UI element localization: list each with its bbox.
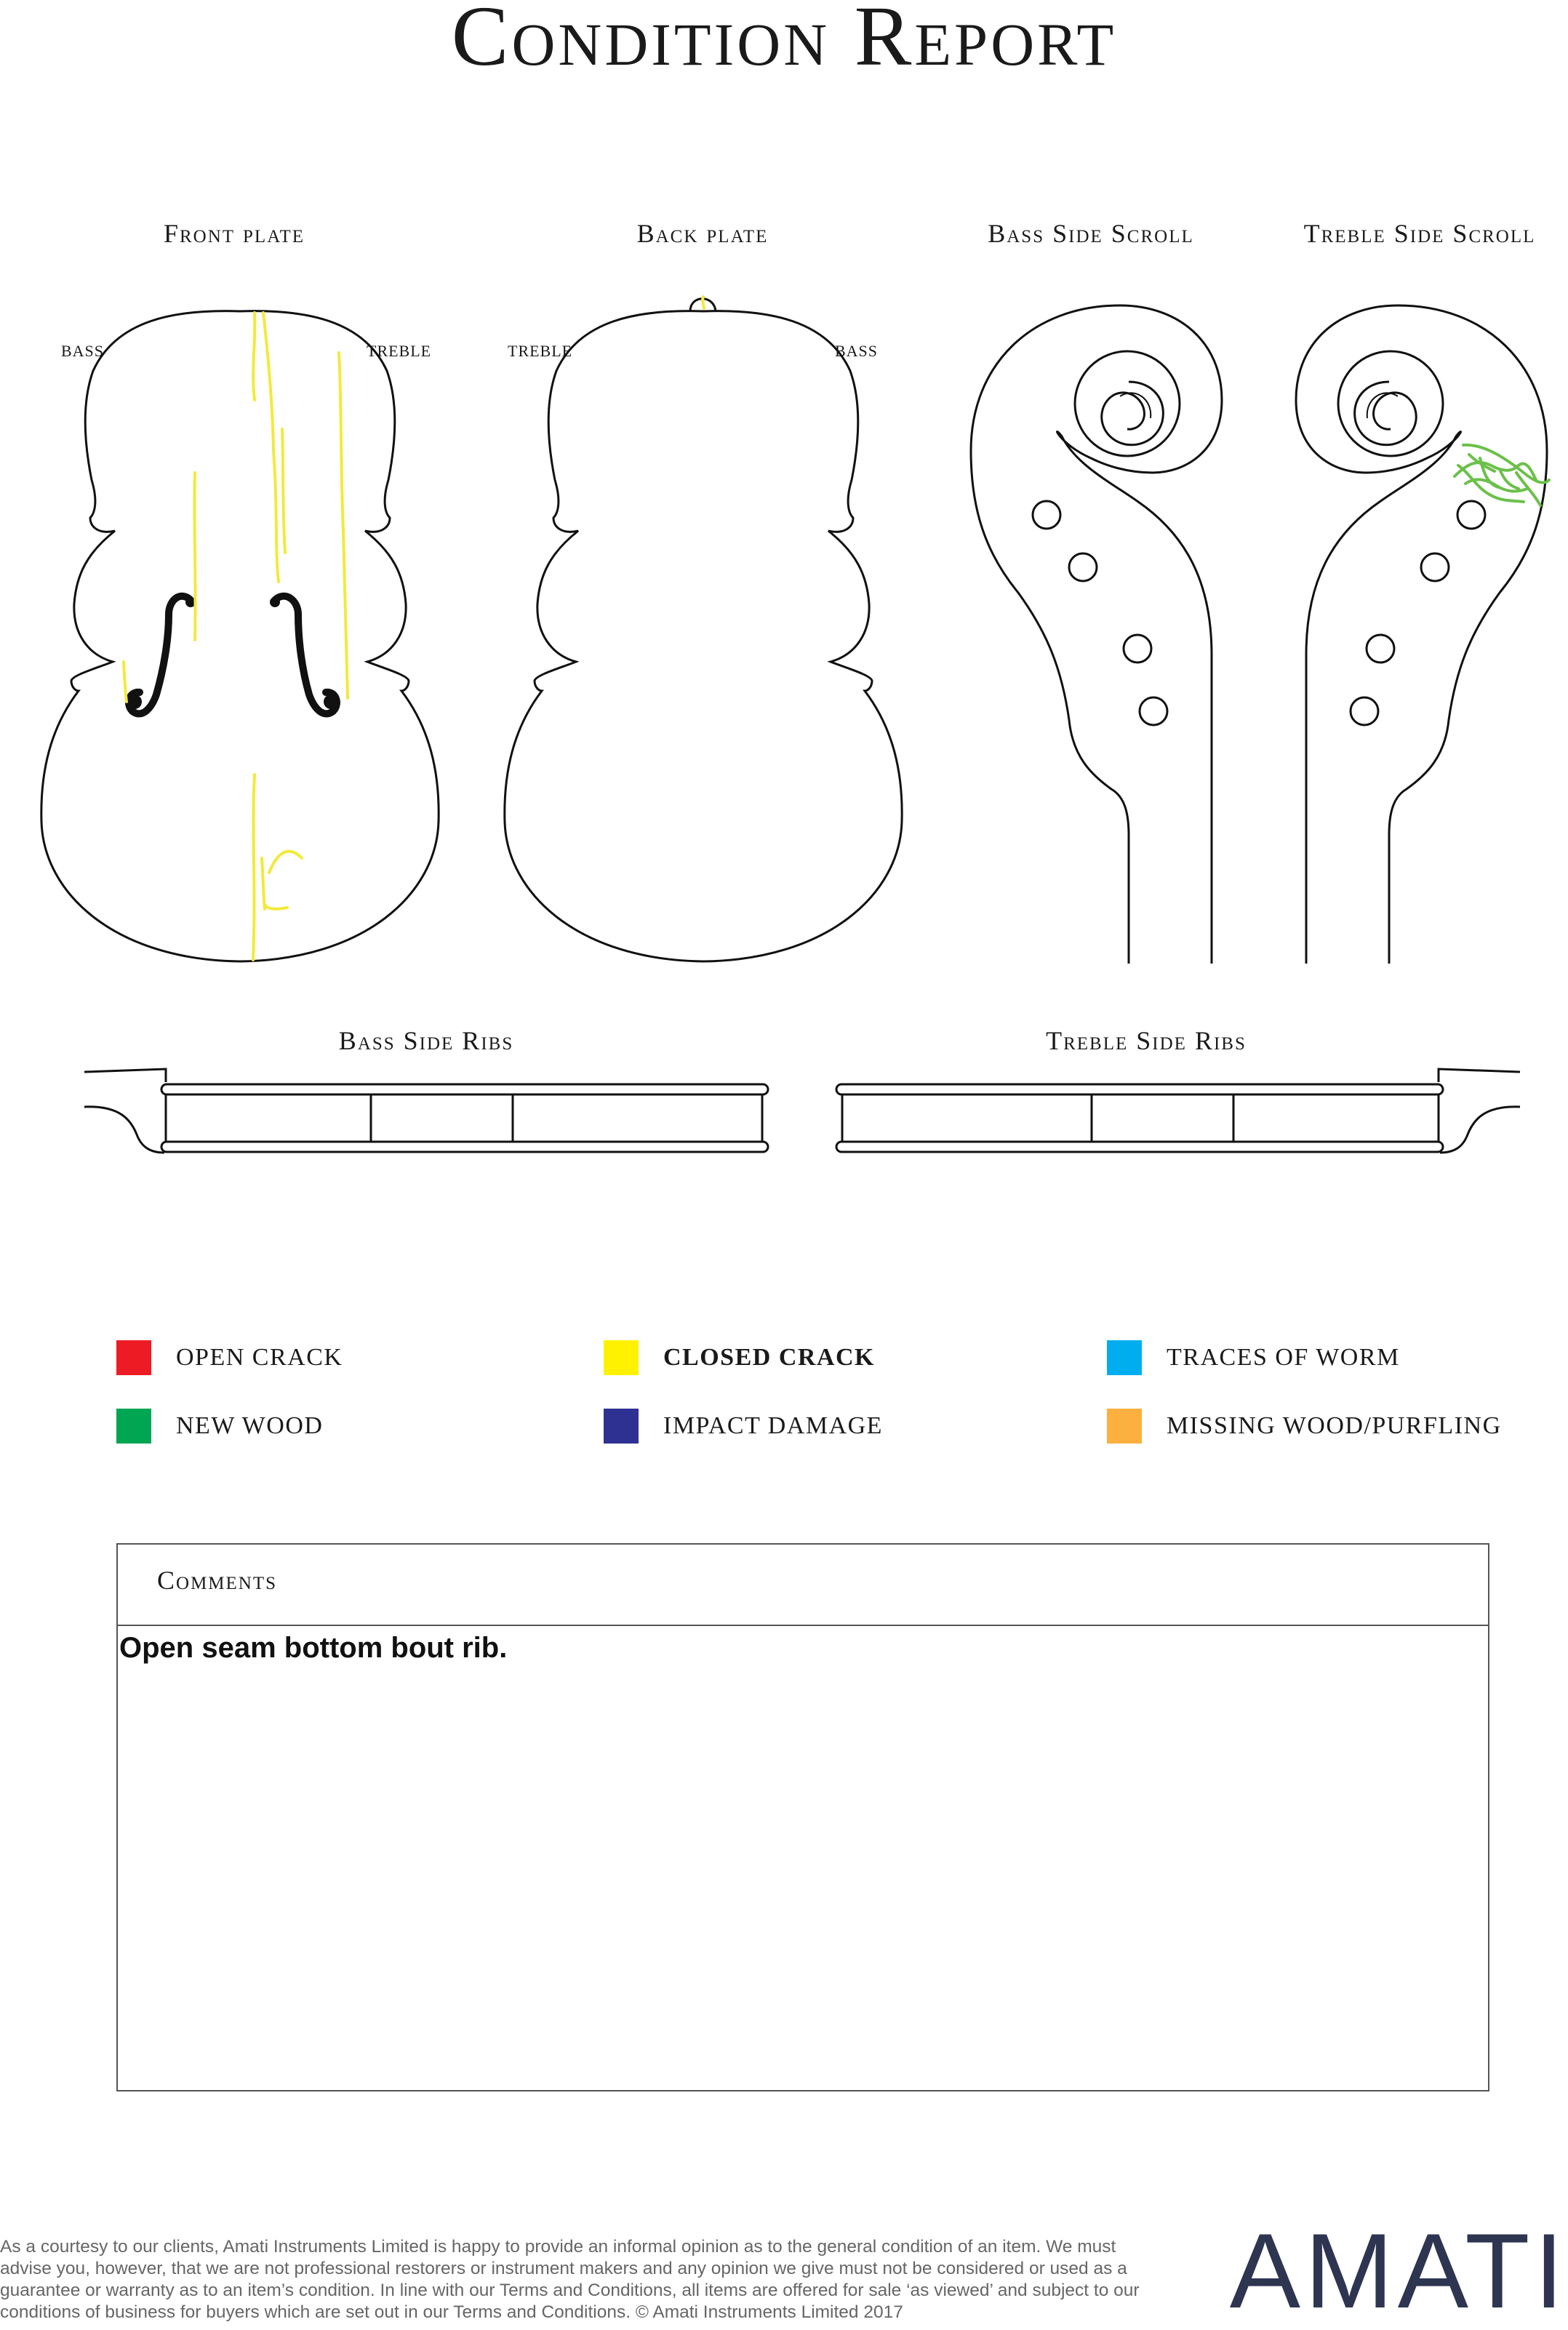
legend-impact-damage <box>604 1409 883 1444</box>
back-plate-diagram <box>505 297 902 961</box>
legend-label: IMPACT DAMAGE <box>663 1412 883 1439</box>
legend-missing-wood-purfling <box>1107 1409 1502 1444</box>
legend-new-wood <box>116 1409 323 1444</box>
back-plate-treble-label: TREBLE <box>508 342 573 360</box>
legend-label: TRACES OF WORM <box>1167 1344 1400 1371</box>
new-wood-marks <box>1455 445 1549 505</box>
treble-side-scroll-title: Treble Side Scroll <box>1303 219 1536 248</box>
legend-label: NEW WOOD <box>176 1412 324 1439</box>
back-plate-bass-label: BASS <box>835 342 879 360</box>
legend-swatch <box>604 1409 639 1444</box>
bass-side-ribs-diagram <box>84 1069 768 1153</box>
front-plate-bass-label: BASS <box>61 342 105 360</box>
legend-swatch <box>604 1340 639 1375</box>
legend-closed-crack <box>604 1340 875 1375</box>
comments-header <box>118 1545 1488 1626</box>
bass-side-ribs-title: Bass Side Ribs <box>338 1026 514 1055</box>
comments-text: Open seam bottom bout rib. <box>119 1632 508 1664</box>
legend-swatch <box>1107 1340 1142 1375</box>
front-plate-treble-label: TREBLE <box>367 342 432 360</box>
treble-side-ribs-diagram <box>836 1069 1520 1153</box>
front-plate-title: Front plate <box>163 219 305 248</box>
comments-box <box>116 1543 1489 2091</box>
closed-crack-marks <box>124 313 348 960</box>
legend-label: OPEN CRACK <box>176 1344 343 1371</box>
legend-label: MISSING WOOD/PURFLING <box>1167 1412 1502 1439</box>
bass-side-scroll-title: Bass Side Scroll <box>988 219 1194 248</box>
bass-side-scroll-diagram <box>971 305 1222 964</box>
legend-swatch <box>1107 1409 1142 1444</box>
legend-label: CLOSED CRACK <box>663 1344 875 1371</box>
back-plate-title: Back plate <box>636 219 769 248</box>
legend-swatch <box>116 1409 151 1444</box>
front-plate-diagram <box>41 311 439 961</box>
treble-side-scroll-diagram <box>1296 305 1547 964</box>
comments-title: Comments <box>157 1566 278 1595</box>
legend-swatch <box>116 1340 151 1375</box>
legend-open-crack <box>116 1340 343 1375</box>
brand-logo: AMATI <box>1229 2211 1568 2330</box>
treble-side-ribs-title: Treble Side Ribs <box>1046 1026 1247 1055</box>
disclaimer-text: As a courtesy to our clients, Amati Instruments Limited is happy to provide an informal opinion as to the general condition of an item. We must advise you, however, that we are not professional restorers or instrument makers and any opinion we give must not be considered or used as a guarantee or warranty as to an item’s condition. In line with our Terms and Conditions, all items are offered for sale ‘as viewed’ and subject to our conditions of business for buyers which are set out in our Terms and Conditions. © Amati Instruments Limited 2017 <box>0 2237 1140 2322</box>
legend-traces-of-worm <box>1107 1340 1400 1375</box>
page-title: Condition Report <box>451 0 1117 84</box>
